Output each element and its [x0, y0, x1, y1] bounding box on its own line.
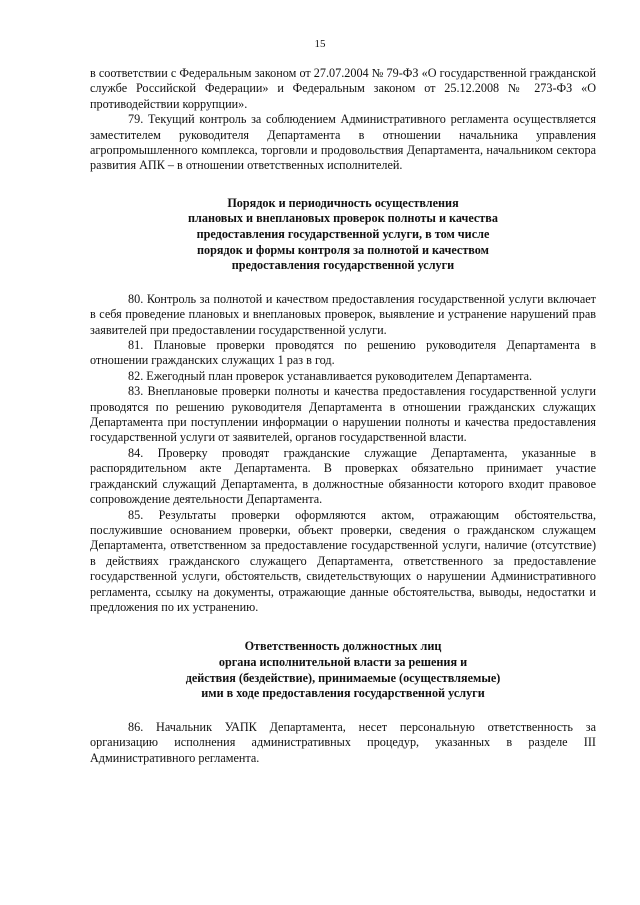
- heading-line: Порядок и периодичность осуществления: [227, 195, 459, 210]
- heading-line: органа исполнительной власти за решения и: [218, 654, 468, 669]
- document-body: [90, 66, 596, 766]
- heading-line: ими в ходе предоставления государственной услуги: [201, 686, 485, 701]
- heading-line: предоставления государственной услуги: [231, 258, 455, 273]
- heading-line: действия (бездействие), принимаемые (осуществляемые): [185, 670, 501, 685]
- paragraph-83: 83. Внеплановые проверки полноты и качества предоставления государственной услуги проводятся по решению руководителя Департамента в отношении гражданских служащих Департамента при поступлении информации о нарушении полноты и качества предоставления государственной услуги от заявителей, органов государственной власти.: [90, 384, 596, 445]
- paragraph-85: 85. Результаты проверки оформляются актом, отражающим обстоятельства, послужившие основанием проверки, объект проверки, сведения о гражданском служащем Департамента, ответственном за предоставление государственной услуги, наличие (отсутствие) в действиях гражданского служащего Департамента, ответственного за предоставление государственной услуги, обстоятельств, свидетельствующих о нарушении Административного регламента, ссылку на документы, отражающие данные обстоятельства, выводы, недостатки и предложения по их устранению.: [90, 507, 596, 614]
- heading-line: порядок и формы контроля за полнотой и качеством: [197, 242, 489, 257]
- intro-paragraph: в соответствии с Федеральным законом от 27.07.2004 № 79-ФЗ «О государственной гражданской службе Российской Федерации» и Федеральным законом от 25.12.2008 № 273-ФЗ «О противодействии коррупции».: [90, 66, 596, 111]
- paragraph-80: 80. Контроль за полнотой и качеством предоставления государственной услуги включает в себя проведение плановых и внеплановых проверок, выявление и устранение нарушений прав заявителей при предоставлении государственной услуги.: [90, 291, 596, 337]
- paragraph-86: 86. Начальник УАПК Департамента, несет персональную ответственность за организацию исполнения административных процедур, указанных в разделе III Административного регламента.: [90, 719, 596, 765]
- paragraph-84: 84. Проверку проводят гражданские служащие Департамента, указанные в распорядительном акте Департамента. В проверках обязательно принимает участие гражданский служащий Департамента, в должностные обязанности которого входит правовое сопровождение деятельности Департамента.: [90, 445, 596, 507]
- paragraph-81: 81. Плановые проверки проводятся по решению руководителя Департамента в отношении гражданских служащих 1 раз в год.: [90, 338, 596, 368]
- paragraph-82: 82. Ежегодный план проверок устанавливается руководителем Департамента.: [128, 368, 533, 383]
- heading-line: Ответственность должностных лиц: [244, 639, 442, 654]
- section-heading-control: [90, 196, 596, 274]
- paragraph-79: 79. Текущий контроль за соблюдением Административного регламента осуществляется заместителем руководителя Департамента в отношении начальника управления агропромышленного комплекса, торговли и продовольствия Департамента, начальником сектора развития АПК – в отношении ответственных исполнителей.: [90, 112, 596, 173]
- page-number: 15: [314, 38, 326, 50]
- heading-line: предоставления государственной услуги, в том числе: [196, 227, 490, 242]
- heading-line: плановых и внеплановых проверок полноты и качества: [188, 211, 498, 226]
- section-heading-responsibility: [90, 639, 596, 701]
